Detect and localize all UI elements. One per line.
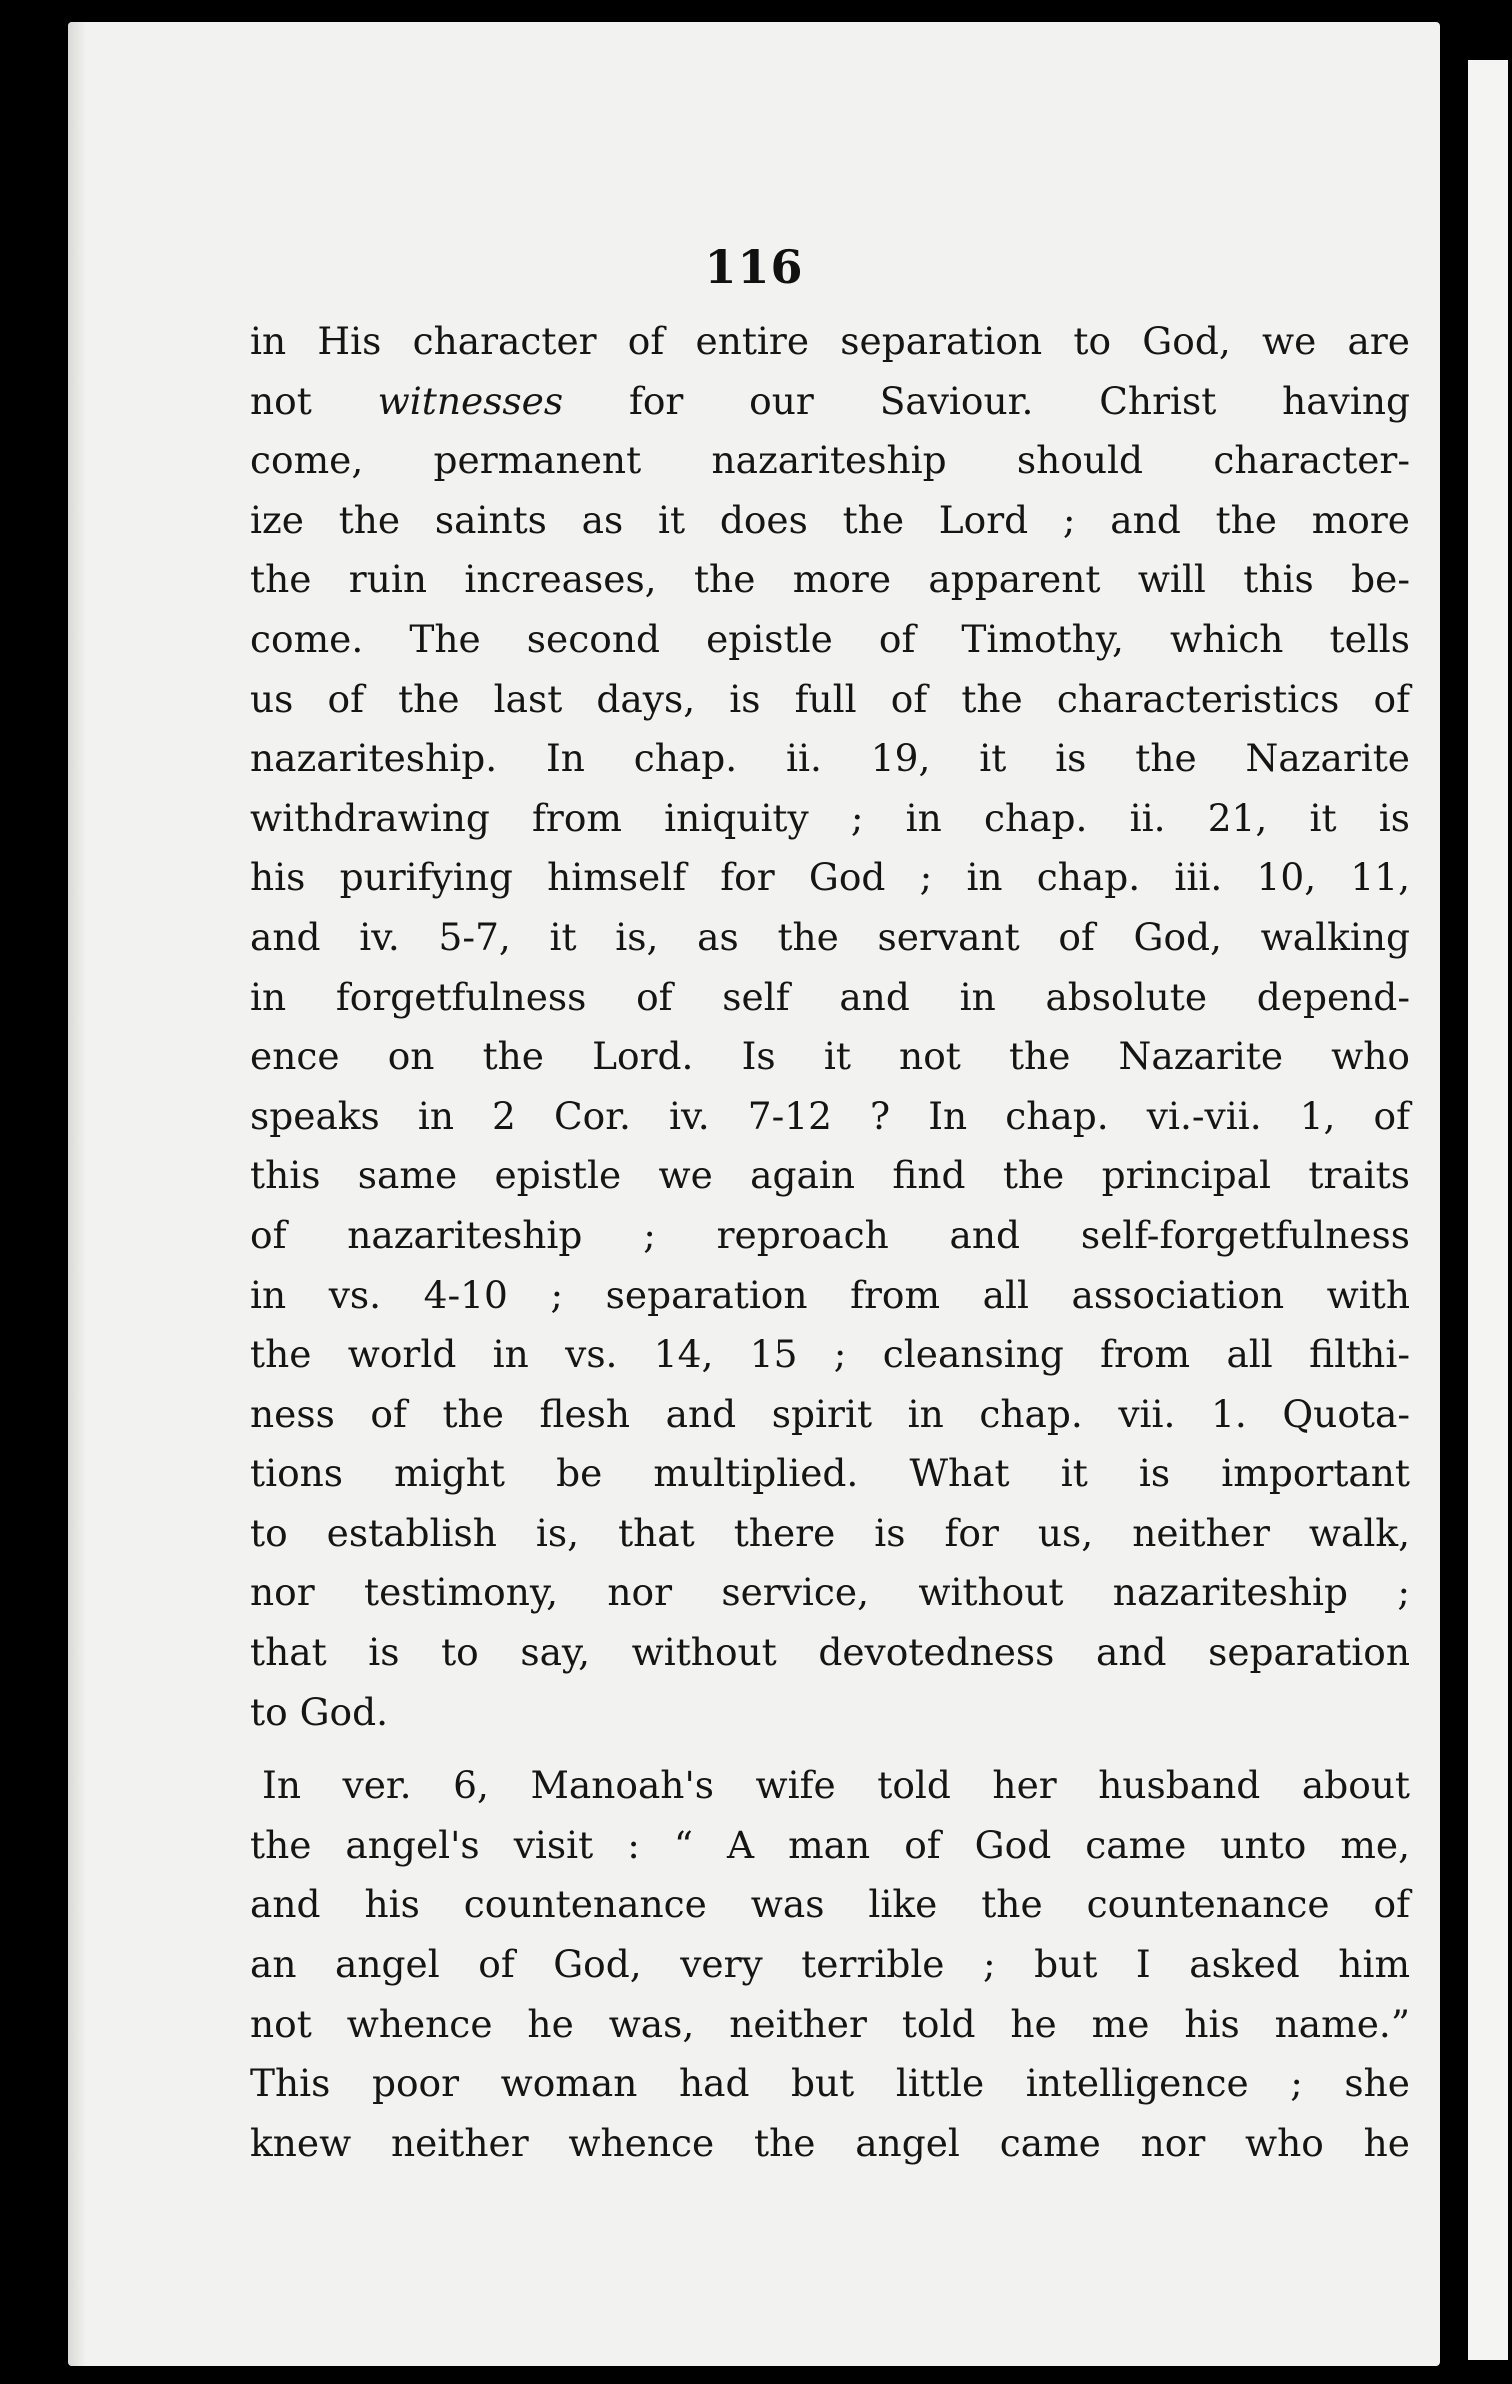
emphasis-text: witnesses bbox=[377, 378, 564, 423]
text-line: not whence he was, neither told he me his name.” bbox=[250, 2001, 1410, 2046]
text-line: speaks in 2 Cor. iv. 7-12 ? In chap. vi.-vii. 1, of bbox=[250, 1093, 1410, 1138]
text-line: nor testimony, nor service, without nazariteship ; bbox=[250, 1570, 1410, 1615]
text-line: not witnesses for our Saviour. Christ having bbox=[250, 378, 1410, 423]
paragraph-gap bbox=[250, 1742, 1410, 1756]
text-line: an angel of God, very terrible ; but I asked him bbox=[250, 1942, 1410, 1987]
paragraph-1 bbox=[250, 312, 1410, 1742]
text-line: withdrawing from iniquity ; in chap. ii. 21, it is bbox=[250, 795, 1410, 840]
text-line: the world in vs. 14, 15 ; cleansing from all filthi- bbox=[250, 1332, 1410, 1377]
body-text bbox=[250, 312, 1410, 2173]
text-line: to God. bbox=[250, 1689, 389, 1734]
text-line: this same epistle we again find the principal traits bbox=[250, 1153, 1410, 1198]
page-number: 116 bbox=[704, 240, 804, 294]
text-line: tions might be multiplied. What it is important bbox=[250, 1451, 1410, 1496]
next-page-margin bbox=[1468, 60, 1508, 2360]
text-line: to establish is, that there is for us, neither walk, bbox=[250, 1510, 1410, 1555]
text-line: ness of the flesh and spirit in chap. vii. 1. Quota- bbox=[250, 1391, 1410, 1436]
text-line: the angel's visit : “ A man of God came unto me, bbox=[250, 1822, 1410, 1867]
paragraph-2 bbox=[250, 1756, 1410, 2173]
text-line: that is to say, without devotedness and separation bbox=[250, 1630, 1410, 1675]
text-line: ence on the Lord. Is it not the Nazarite who bbox=[250, 1034, 1410, 1079]
text-line: of nazariteship ; reproach and self-forgetfulness bbox=[250, 1212, 1410, 1257]
text-line: the ruin increases, the more apparent will this be- bbox=[250, 557, 1410, 602]
text-line: In ver. 6, Manoah's wife told her husband about bbox=[262, 1763, 1410, 1808]
text-line: come, permanent nazariteship should character- bbox=[250, 438, 1410, 483]
text-line: ize the saints as it does the Lord ; and the more bbox=[250, 497, 1410, 542]
book-page bbox=[68, 22, 1440, 2366]
text-line: us of the last days, is full of the characteristics of bbox=[250, 676, 1410, 721]
text-line: nazariteship. In chap. ii. 19, it is the Nazarite bbox=[250, 736, 1410, 781]
text-line: and iv. 5-7, it is, as the servant of God, walking bbox=[250, 914, 1410, 959]
adjacent-page-edge bbox=[1454, 0, 1512, 2384]
text-line: This poor woman had but little intelligence ; she bbox=[250, 2061, 1410, 2106]
text-line: his purifying himself for God ; in chap. iii. 10, 11, bbox=[250, 855, 1410, 900]
text-line: come. The second epistle of Timothy, which tells bbox=[250, 616, 1410, 661]
text-line: and his countenance was like the countenance of bbox=[250, 1882, 1410, 1927]
text-line: in His character of entire separation to God, we are bbox=[250, 319, 1410, 363]
text-line: in forgetfulness of self and in absolute depend- bbox=[250, 974, 1410, 1019]
text-line: in vs. 4-10 ; separation from all association with bbox=[250, 1272, 1410, 1317]
text-line: knew neither whence the angel came nor who he bbox=[250, 2120, 1410, 2165]
